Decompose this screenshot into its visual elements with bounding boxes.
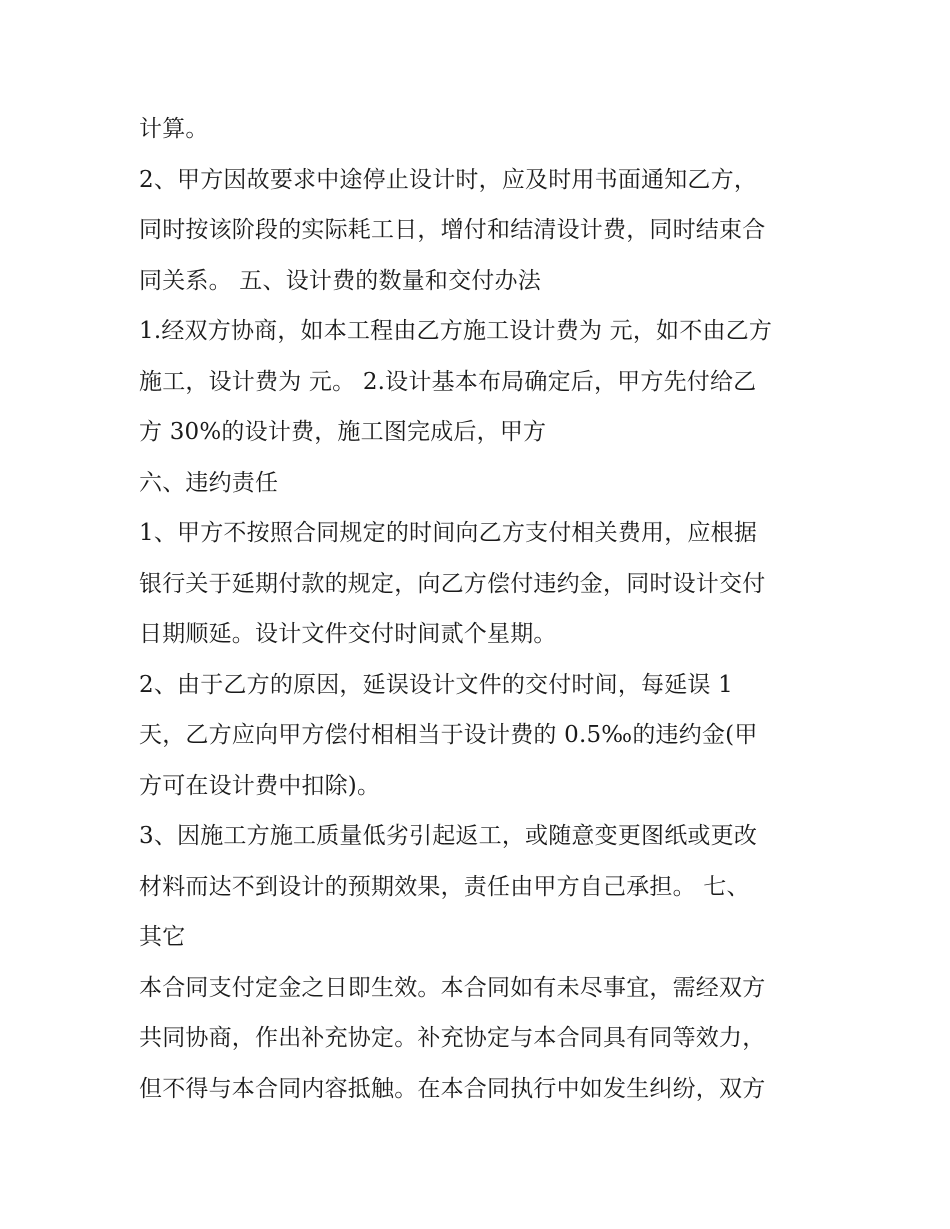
text-line: 天，乙方应向甲方偿付相相当于设计费的 0.5‰的违约金(甲 xyxy=(139,722,758,748)
text-line: 1.经双方协商，如本工程由乙方施工设计费为 元，如不由乙方 xyxy=(139,318,773,344)
contract-text xyxy=(139,104,839,1114)
text-line: 同时按该阶段的实际耗工日，增付和结清设计费，同时结束合 xyxy=(139,217,766,243)
text-line: 3、因施工方施工质量低劣引起返工，或随意变更图纸或更改 xyxy=(139,823,758,849)
text-line: 但不得与本合同内容抵触。在本合同执行中如发生纠纷，双方 xyxy=(139,1075,766,1102)
section-heading: 六、违约责任 xyxy=(139,469,279,496)
text-line: 本合同支付定金之日即生效。本合同如有未尽事宜，需经双方 xyxy=(139,974,766,1001)
text-line: 施工，设计费为 元。 2.设计基本布局确定后，甲方先付给乙 xyxy=(139,368,757,395)
text-line: 银行关于延期付款的规定，向乙方偿付违约金，同时设计交付 xyxy=(139,570,766,597)
text-line: 日期顺延。设计文件交付时间贰个星期。 xyxy=(139,621,557,647)
text-line: 方 30%的设计费，施工图完成后，甲方 xyxy=(139,419,547,445)
text-line: 2、由于乙方的原因，延误设计文件的交付时间，每延误 1 xyxy=(139,671,733,698)
text-line: 共同协商，作出补充协定。补充协定与本合同具有同等效力， xyxy=(139,1025,766,1051)
text-line: 1、甲方不按照合同规定的时间向乙方支付相关费用，应根据 xyxy=(139,520,758,546)
text-line: 2、甲方因故要求中途停止设计时，应及时用书面通知乙方， xyxy=(139,166,758,193)
text-line: 计算。 xyxy=(139,116,209,142)
text-line: 方可在设计费中扣除)。 xyxy=(139,772,381,799)
text-line: 材料而达不到设计的预期效果，责任由甲方自己承担。 七、 xyxy=(139,873,750,900)
text-line: 其它 xyxy=(139,924,186,950)
text-line: 同关系。 五、设计费的数量和交付办法 xyxy=(139,267,541,294)
